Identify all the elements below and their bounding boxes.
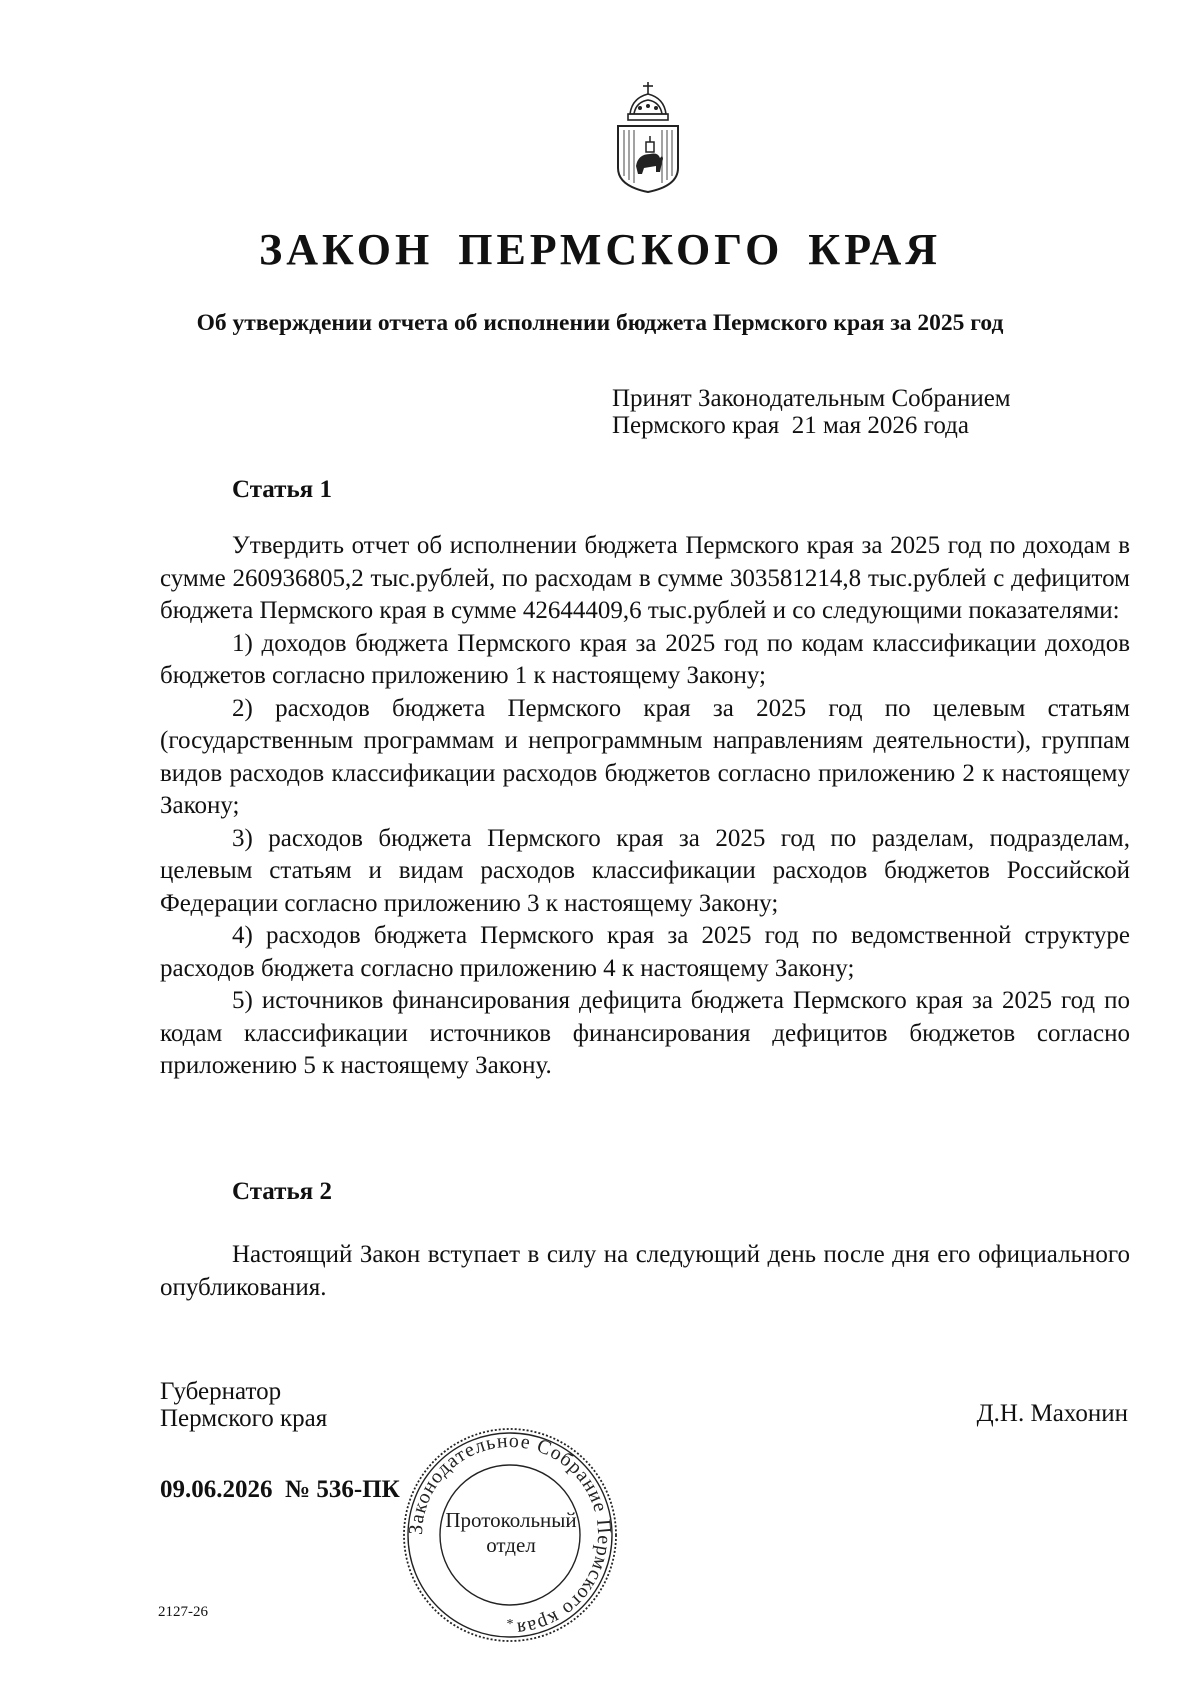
article-1-item-3: 3) расходов бюджета Пермского края за 2025 год по разделам, подразделам, целевым статьям и видам расходов классификации расходов бюджетов Российской Федерации согласно приложению 3 к настоящему Закону;: [160, 824, 1130, 917]
svg-text:*: *: [506, 1617, 514, 1632]
article-1-item-4: 4) расходов бюджета Пермского края за 2025 год по ведомственной структуре расходов бюджета согласно приложению 4 к настоящему Закону;: [160, 922, 1130, 982]
adoption-note: [612, 385, 1011, 439]
perm-krai-coat-of-arms-icon: [610, 76, 686, 196]
law-date-number: 09.06.2026 № 536-ПК: [160, 1476, 400, 1503]
adoption-line-2: Пермского края 21 мая 2026 года: [612, 412, 969, 439]
article-1-item-2: 2) расходов бюджета Пермского края за 2025 год по целевым статьям (государственным программам и непрограммным направлениям деятельности), группам видов расходов классификации расходов бюджетов согласно приложению 2 к настоящему Закону;: [160, 694, 1130, 819]
stamp-ring-text: Законодательное Собрание Пермского края: [404, 1429, 616, 1640]
adoption-line-1: Принят Законодательным Собранием: [612, 385, 1011, 412]
article-2-text: Настоящий Закон вступает в силу на следующий день после дня его официального опубликования.: [160, 1241, 1130, 1301]
document-code: 2127-26: [158, 1604, 208, 1620]
article-1-item-5: 5) источников финансирования дефицита бюджета Пермского края за 2025 год по кодам классификации источников финансирования дефицитов бюджетов согласно приложению 5 к настоящему Закону.: [160, 987, 1130, 1079]
stamp-center-text: [438, 1508, 584, 1558]
stamp-center-line-1: Протокольный: [445, 1508, 577, 1532]
article-1-intro: Утвердить отчет об исполнении бюджета Пермского края за 2025 год по доходам в сумме 260936805,2 тыс.рублей, по расходам в сумме 303581214,8 тыс.рублей с дефицитом бюджета Пермского края в сумме 42644409,6 тыс.рублей и со следующими показателями:: [160, 532, 1130, 624]
signatory-name: Д.Н. Махонин: [976, 1400, 1128, 1427]
signatory-position-line-2: Пермского края: [160, 1405, 328, 1432]
stamp-center-line-2: отдел: [486, 1533, 536, 1557]
law-title: ЗАКОН ПЕРМСКОГО КРАЯ: [258, 225, 942, 274]
article-1-item-1: 1) доходов бюджета Пермского края за 2025 год по кодам классификации доходов бюджетов согласно приложению 1 к настоящему Закону;: [160, 629, 1130, 689]
signatory-position-line-1: Губернатор: [160, 1378, 282, 1405]
article-1-heading: Статья 1: [232, 476, 332, 503]
law-subtitle: Об утверждении отчета об исполнении бюджета Пермского края за 2025 год: [196, 310, 1004, 336]
article-1-body: [160, 530, 1130, 1083]
article-2-heading: Статья 2: [232, 1178, 332, 1205]
signatory-position: [160, 1378, 327, 1432]
article-2-body: [160, 1239, 1130, 1304]
